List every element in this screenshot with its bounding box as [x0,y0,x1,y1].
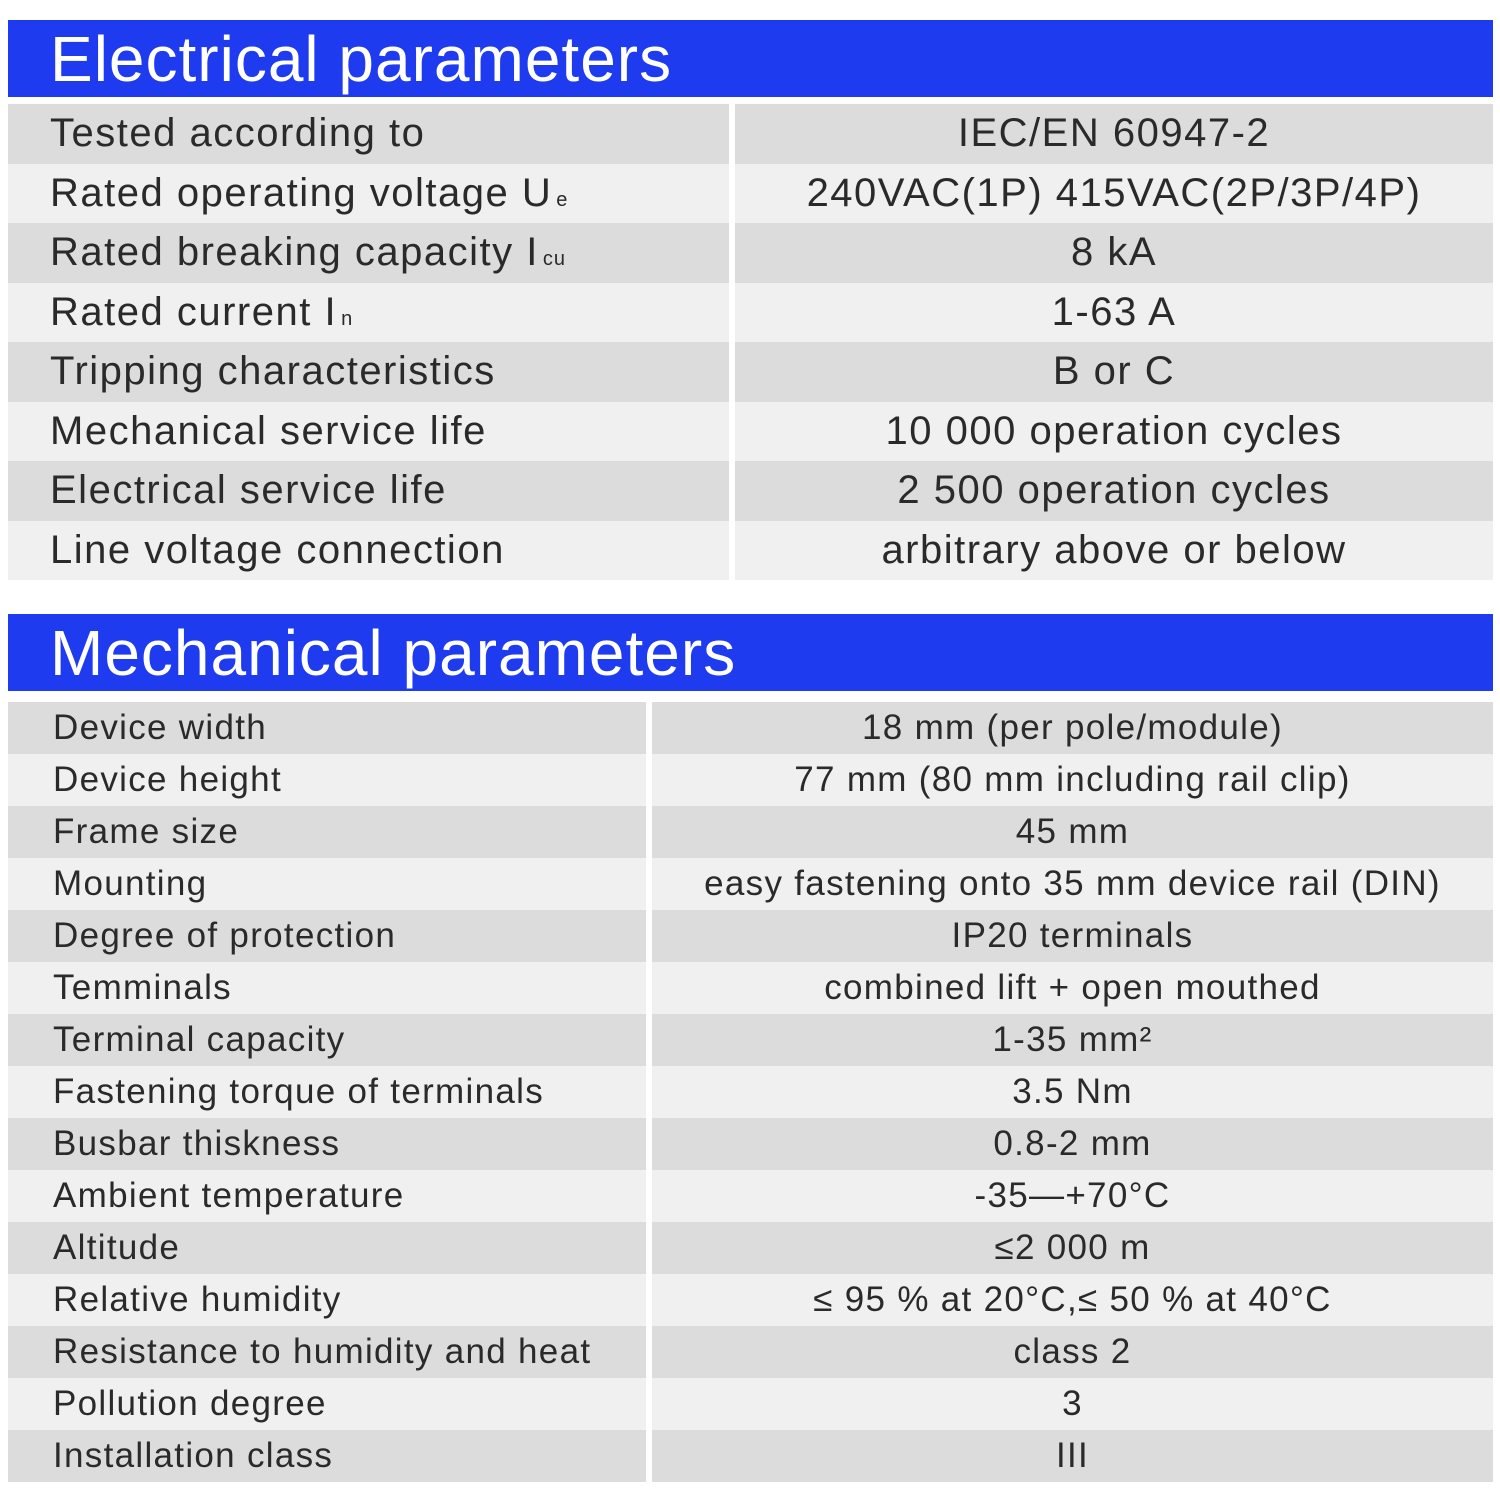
row-label: Relative humidity [8,1274,646,1326]
table-row [8,164,1493,224]
mechanical-parameters-table [8,702,1493,1482]
row-label: Ambient temperature [8,1170,646,1222]
row-label: Rated breaking capacity I cu [8,223,729,283]
row-label: Tested according to [8,104,729,164]
row-label: Rated operating voltage U e [8,164,729,224]
electrical-parameters-title: Electrical parameters [50,22,673,95]
row-value: 8 kA [729,223,1493,283]
table-row [8,521,1493,581]
table-row [8,223,1493,283]
row-label: Mounting [8,858,646,910]
row-label: Fastening torque of terminals [8,1066,646,1118]
row-value: 240VAC(1P) 415VAC(2P/3P/4P) [729,164,1493,224]
row-value: 3 [646,1378,1493,1430]
table-row [8,1274,1493,1326]
row-value: 2 500 operation cycles [729,461,1493,521]
row-value: 10 000 operation cycles [729,402,1493,462]
row-value: easy fastening onto 35 mm device rail (DIN) [646,858,1493,910]
row-value: class 2 [646,1326,1493,1378]
table-row [8,1170,1493,1222]
table-row [8,1222,1493,1274]
table-row [8,104,1493,164]
row-label: Busbar thiskness [8,1118,646,1170]
row-value: ≤2 000 m [646,1222,1493,1274]
table-row [8,1066,1493,1118]
row-label: Frame size [8,806,646,858]
row-label: Device width [8,702,646,754]
row-value: 3.5 Nm [646,1066,1493,1118]
table-row [8,1118,1493,1170]
row-label: Line voltage connection [8,521,729,581]
row-value: combined lift + open mouthed [646,962,1493,1014]
table-row [8,702,1493,754]
mechanical-parameters-title: Mechanical parameters [50,616,737,689]
row-value: IP20 terminals [646,910,1493,962]
row-value: 77 mm (80 mm including rail clip) [646,754,1493,806]
electrical-parameters-table [8,104,1493,580]
table-row [8,1430,1493,1482]
row-label: Altitude [8,1222,646,1274]
table-row [8,754,1493,806]
row-label: Electrical service life [8,461,729,521]
row-label: Installation class [8,1430,646,1482]
table-row [8,461,1493,521]
table-row [8,858,1493,910]
table-row [8,910,1493,962]
table-row [8,402,1493,462]
row-value: ≤ 95 % at 20°C,≤ 50 % at 40°C [646,1274,1493,1326]
table-row [8,1378,1493,1430]
row-value: arbitrary above or below [729,521,1493,581]
table-row [8,1326,1493,1378]
row-value: -35—+70°C [646,1170,1493,1222]
row-label: Rated current I n [8,283,729,343]
row-label: Temminals [8,962,646,1014]
table-row [8,962,1493,1014]
row-label: Mechanical service life [8,402,729,462]
row-value: III [646,1430,1493,1482]
row-label: Tripping characteristics [8,342,729,402]
row-value: 1-35 mm² [646,1014,1493,1066]
row-label: Resistance to humidity and heat [8,1326,646,1378]
mechanical-parameters-header [8,614,1493,691]
row-label: Terminal capacity [8,1014,646,1066]
table-row [8,283,1493,343]
row-value: 0.8-2 mm [646,1118,1493,1170]
row-label: Pollution degree [8,1378,646,1430]
row-value: 45 mm [646,806,1493,858]
table-row [8,342,1493,402]
table-row [8,806,1493,858]
row-label: Device height [8,754,646,806]
row-value: IEC/EN 60947-2 [729,104,1493,164]
table-row [8,1014,1493,1066]
row-label: Degree of protection [8,910,646,962]
row-value: 1-63 A [729,283,1493,343]
row-value: B or C [729,342,1493,402]
row-value: 18 mm (per pole/module) [646,702,1493,754]
electrical-parameters-header [8,20,1493,97]
